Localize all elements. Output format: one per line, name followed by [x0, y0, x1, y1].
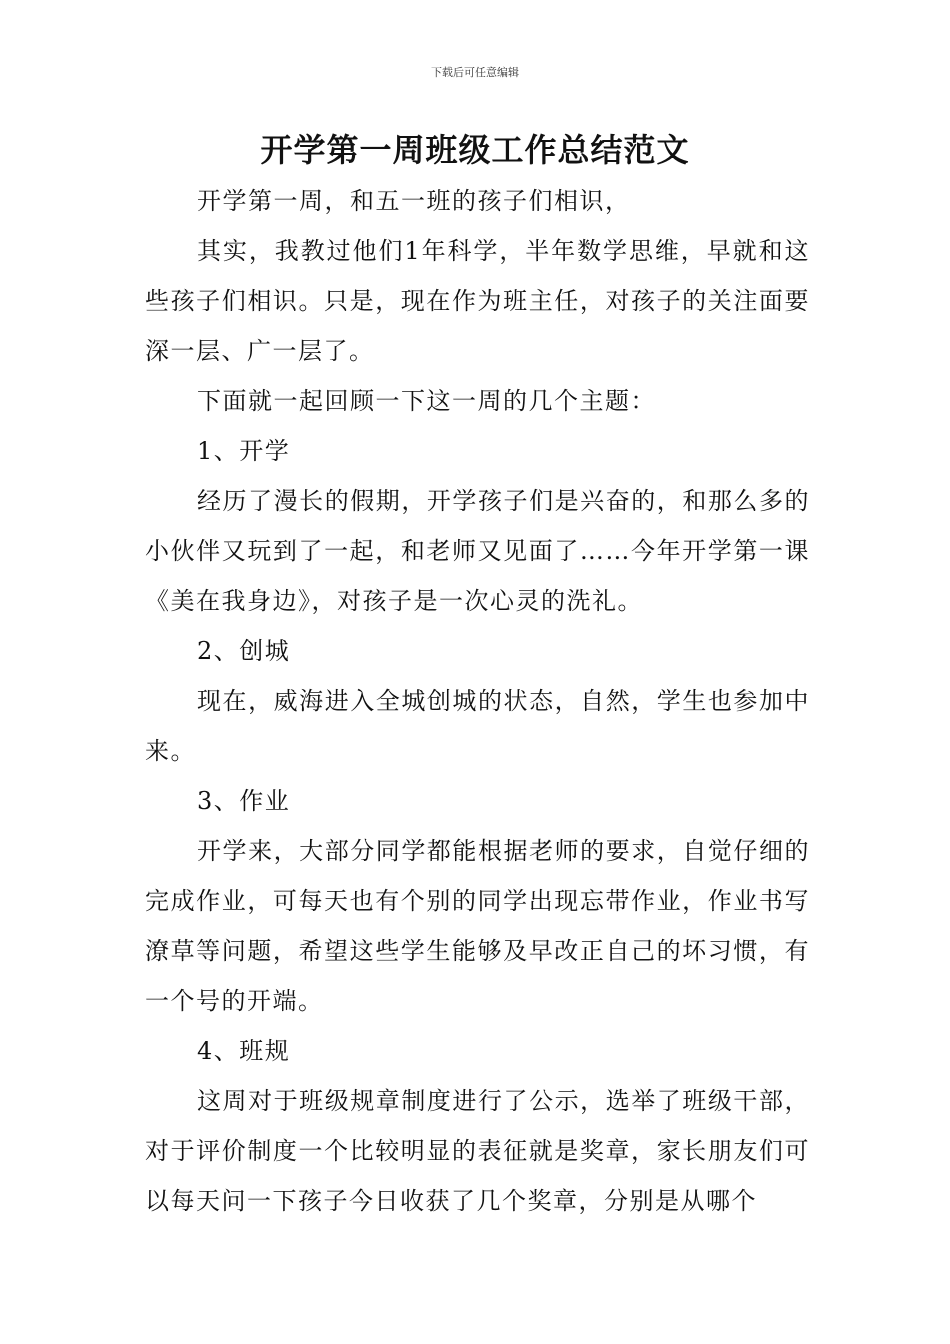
paragraph-section-2: 现在，威海进入全城创城的状态，自然，学生也参加中来。	[145, 687, 810, 765]
paragraph-background: 其实，我教过他们1年科学，半年数学思维，早就和这些孩子们相识。只是，现在作为班主任，对孩子的关注面要深一层、广一层了。	[145, 237, 810, 365]
paragraph-section-4: 这周对于班级规章制度进行了公示，选举了班级干部，对于评价制度一个比较明显的表征就是奖章，家长朋友们可以每天问一下孩子今日收获了几个奖章，分别是从哪个	[145, 1087, 810, 1215]
page-header-note: 下载后可任意编辑	[431, 66, 519, 79]
document-body	[145, 176, 810, 1226]
document-title: 开学第一周班级工作总结范文	[260, 131, 690, 169]
paragraph-overview: 下面就一起回顾一下这一周的几个主题：	[197, 387, 656, 415]
section-heading-1: 1、开学	[197, 437, 291, 465]
section-heading-4: 4、班规	[197, 1037, 291, 1065]
section-heading-3: 3、作业	[197, 787, 291, 815]
section-heading-2: 2、创城	[197, 637, 291, 665]
paragraph-section-3: 开学来，大部分同学都能根据老师的要求，自觉仔细的完成作业，可每天也有个别的同学出现忘带作业，作业书写潦草等问题，希望这些学生能够及早改正自己的坏习惯，有一个号的开端。	[145, 837, 810, 1015]
paragraph-section-1: 经历了漫长的假期，开学孩子们是兴奋的，和那么多的小伙伴又玩到了一起，和老师又见面了……今年开学第一课《美在我身边》，对孩子是一次心灵的洗礼。	[145, 487, 810, 615]
paragraph-intro: 开学第一周，和五一班的孩子们相识，	[197, 187, 631, 215]
